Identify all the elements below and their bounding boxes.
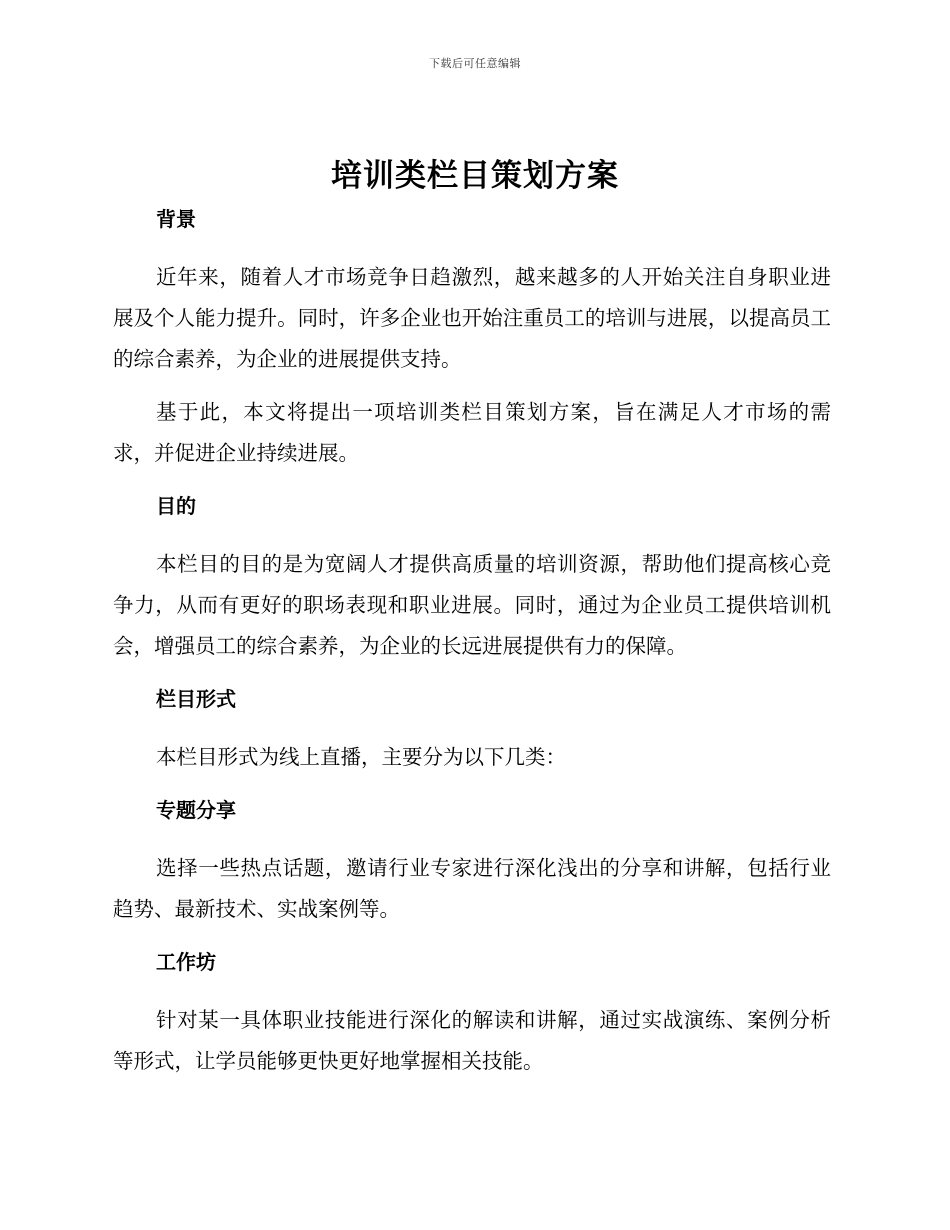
section-heading: 专题分享 <box>156 798 236 822</box>
paragraph: 针对某一具体职业技能进行深化的解读和讲解，通过实战演练、案例分析等形式，让学员能够更快更好地掌握相关技能。 <box>113 1008 831 1073</box>
section-heading: 栏目形式 <box>156 687 236 711</box>
paragraph: 近年来，随着人才市场竞争日趋激烈，越来越多的人开始关注自身职业进展及个人能力提升。同时，许多企业也开始注重员工的培训与进展，以提高员工的综合素养，为企业的进展提供支持。 <box>113 265 831 371</box>
paragraph: 基于此，本文将提出一项培训类栏目策划方案，旨在满足人才市场的需求，并促进企业持续进展。 <box>113 400 831 465</box>
section-heading: 目的 <box>156 494 196 518</box>
document-title: 培训类栏目策划方案 <box>331 158 619 194</box>
document-body <box>113 203 831 1082</box>
section-topic-sharing <box>113 794 831 930</box>
section-heading: 背景 <box>156 207 196 231</box>
paragraph: 选择一些热点话题，邀请行业专家进行深化浅出的分享和讲解，包括行业趋势、最新技术、实战案例等。 <box>113 856 831 921</box>
paragraph: 本栏目形式为线上直播，主要分为以下几类： <box>156 745 566 769</box>
section-workshop <box>113 946 831 1082</box>
section-format <box>113 683 831 778</box>
section-background <box>113 203 831 474</box>
page-header-note: 下载后可任意编辑 <box>429 57 521 70</box>
section-purpose <box>113 490 831 667</box>
paragraph: 本栏目的目的是为宽阔人才提供高质量的培训资源，帮助他们提高核心竞争力，从而有更好的职场表现和职业进展。同时，通过为企业员工提供培训机会，增强员工的综合素养，为企业的长远进展提供有力的保障。 <box>113 552 831 658</box>
section-heading: 工作坊 <box>156 950 216 974</box>
